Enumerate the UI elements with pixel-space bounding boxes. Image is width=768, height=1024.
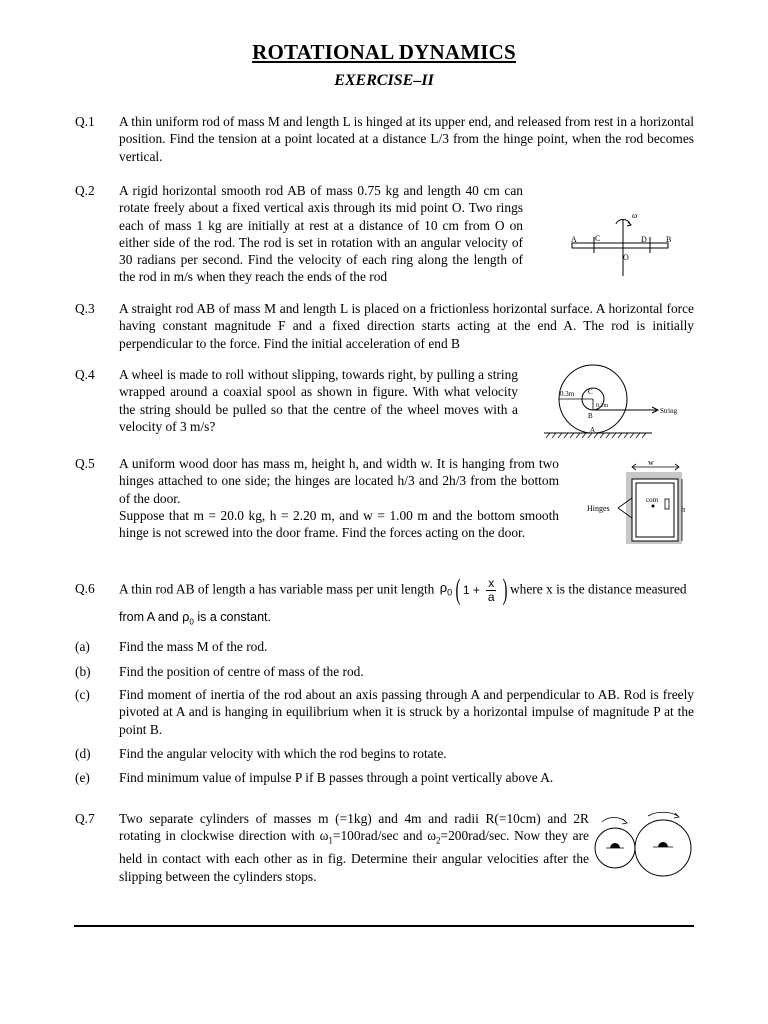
rod-figure (562, 206, 688, 278)
question-text: A straight rod AB of mass M and length L is placed on a frictionless horizontal surface. A horizontal force having constant magnitude F and a fixed direction starts acting at the end A. The rod is initially perpendicular to the force. Find the initial acceleration of end B (119, 301, 694, 351)
question-text-part: A thin rod AB of length a has variable mass per unit length (119, 581, 435, 597)
string-label: String (660, 407, 678, 415)
footer-rule (74, 925, 694, 927)
centre-label: C (588, 388, 593, 396)
rho-symbol: $\rho_0$ (439, 580, 453, 598)
question-label: Q.7 (75, 811, 95, 826)
question-label: Q.3 (75, 301, 95, 316)
height-label: h (681, 505, 685, 514)
part-text: Find minimum value of impulse P if B passes through a point vertically above A. (119, 770, 554, 785)
question-text-continued: from A and $\rho_0$ is a constant. (119, 610, 271, 627)
question-label: Q.6 (75, 581, 95, 596)
label-o: O (623, 253, 629, 262)
part-text: Find the mass M of the rod. (119, 639, 268, 654)
fraction (486, 577, 496, 604)
part-text: Find the angular velocity with which the rod begins to rotate. (119, 746, 447, 761)
left-paren: ( (455, 573, 461, 607)
omega-label: ω (632, 211, 638, 220)
question-label: Q.2 (75, 183, 95, 198)
right-paren: ) (502, 573, 508, 607)
point-b-label: B (588, 412, 593, 420)
question-text-continued: Suppose that m = 20.0 kg, h = 2.20 m, and w = 1.00 m and the bottom smooth hinge is not screwed into the door frame. Find the forces acting on the door. (119, 508, 559, 541)
label-c: C (595, 234, 601, 243)
com-label: com (646, 496, 659, 504)
point-a-label: A (590, 426, 596, 434)
wheel-figure (540, 360, 690, 442)
page-title: ROTATIONAL DYNAMICS (252, 40, 516, 64)
label-d: D (641, 235, 647, 244)
question-label: Q.4 (75, 367, 95, 382)
question-text (119, 566, 694, 615)
omega-1: $\omega_1$ (319, 828, 333, 846)
outer-radius-label: 0.3m (560, 390, 575, 398)
rho-symbol: $\rho_0$ (182, 610, 194, 627)
part-label: (d) (75, 746, 91, 761)
question-label: Q.5 (75, 456, 95, 471)
door-figure (585, 454, 691, 546)
part-text: Find moment of inertia of the rod about an axis passing through A and perpendicular to AB. Rod is freely pivoted at A and is hanging in equilibrium when it is struck by a horizontal impulse of magnitude P at the point B. (119, 687, 694, 737)
question-label: Q.1 (75, 114, 95, 129)
question-text: A thin uniform rod of mass M and length L is hinged at its upper end, and released from rest in a horizontal position. Find the tension at a point located at a distance L/3 from the hinge point, when the rod becomes vertical. (119, 114, 694, 164)
inner-radius-label: 0.1m (596, 403, 609, 409)
part-label: (a) (75, 639, 90, 654)
part-label: (c) (75, 687, 90, 702)
fraction-numerator: x (488, 575, 495, 590)
width-label: w (648, 458, 654, 467)
part-text: Find the position of centre of mass of the rod. (119, 664, 364, 679)
question-text: A uniform wood door has mass m, height h, and width w. It is hanging from two hinges attached to one side; the hinges are located h/3 and 2h/3 from the bottom of the door. (119, 456, 559, 506)
part-label: (e) (75, 770, 90, 785)
question-text: A rigid horizontal smooth rod AB of mass 0.75 kg and length 40 cm can rotate freely about a fixed vertical axis through its mid point O. Two rings each of mass 1 kg are initially at rest at a distance of 10 cm from O on either side of the rod. The rod is set in rotation with an angular velocity of 30 radians per second. Find the velocity of each ring along the length of the rod in m/s when they reach the ends of the rod (119, 183, 523, 285)
hinges-label: Hinges (587, 504, 610, 513)
omega-2: $\omega_2$ (427, 828, 441, 846)
cylinders-figure (592, 810, 696, 888)
question-text: Two separate cylinders of masses m (=1kg) and 4m and radii R(=10cm) and 2R rotating in clockwise direction with $\omega_1=100rad/\sec$ and $\omega_2=200rad/\sec$. Now they are held in contact with each other as in fig. Determine their angular velocities after the slipping between the cylinders stops. (119, 811, 589, 884)
part-label: (b) (75, 664, 91, 679)
question-text: A wheel is made to roll without slipping, towards right, by pulling a string wrapped around a coaxial spool as shown in figure. With what velocity the string should be pulled so that the centre of the wheel moves with a velocity of 3 m/s? (119, 367, 518, 434)
fraction-denominator: a (487, 589, 495, 604)
question-text-part: where x is the distance measured (509, 581, 687, 597)
label-b: B (666, 235, 672, 244)
page-subtitle: EXERCISE–II (334, 72, 434, 89)
label-a: A (571, 235, 577, 244)
one-plus: 1 + (462, 583, 480, 598)
